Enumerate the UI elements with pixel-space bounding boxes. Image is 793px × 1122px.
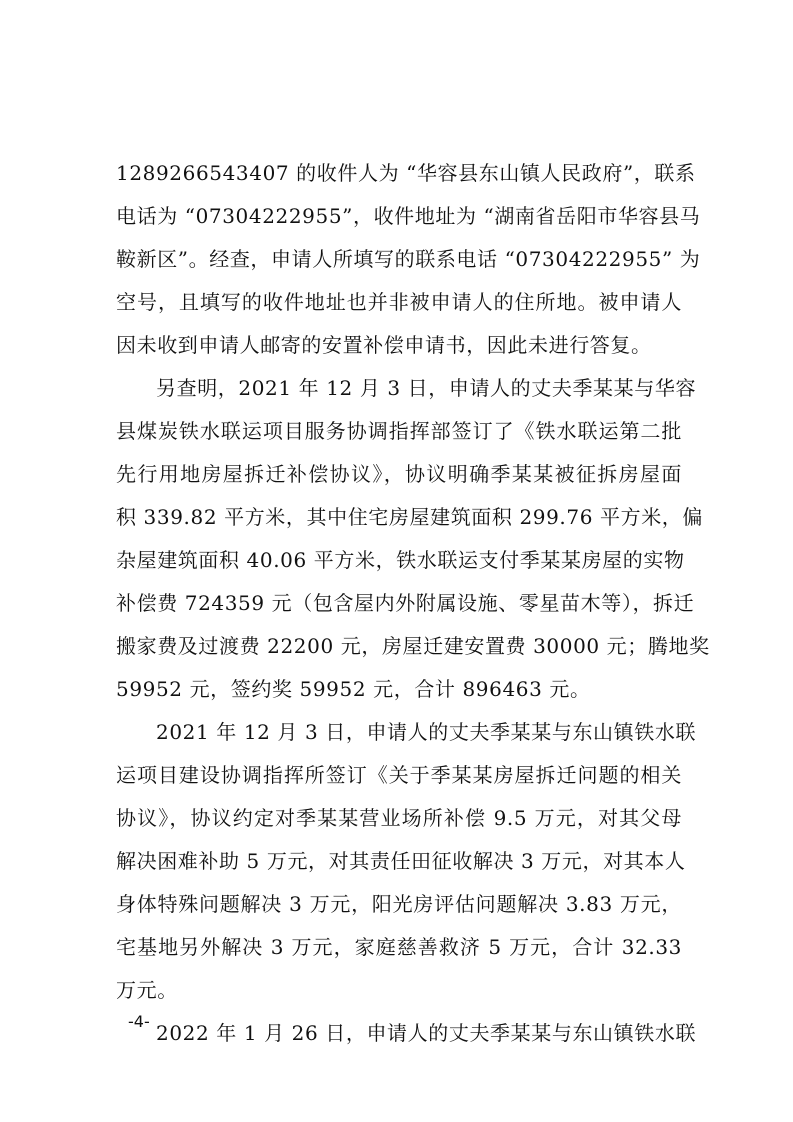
text-line: 身体特殊问题解决 3 万元，阳光房评估问题解决 3.83 万元， [116,892,682,916]
page-number: -4- [128,1012,150,1031]
text-line: 万元。 [116,978,178,1002]
text-line: 搬家费及过渡费 22200 元，房屋迁建安置费 30000 元；腾地奖 [116,634,710,658]
text-line: 59952 元，签约奖 59952 元，合计 896463 元。 [116,677,591,701]
body-text [116,152,710,1055]
text-line: 鞍新区”。经查，申请人所填写的联系电话 “07304222955” 为 [116,247,701,271]
text-line: 宅基地另外解决 3 万元，家庭慈善救济 5 万元，合计 32.33 [116,935,682,959]
text-line: 县煤炭铁水联运项目服务协调指挥部签订了《铁水联运第二批 [116,419,682,443]
text-line: 解决困难补助 5 万元，对其责任田征收解决 3 万元，对其本人 [116,849,686,873]
text-line: 2022 年 1 月 26 日，申请人的丈夫季某某与东山镇铁水联 [156,1021,697,1045]
paragraph-1 [116,152,701,367]
text-line: 补偿费 724359 元（包含屋内外附属设施、零星苗木等），拆迁 [116,591,695,615]
text-line: 先行用地房屋拆迁补偿协议》，协议明确季某某被征拆房屋面 [116,462,682,486]
text-line: 空号，且填写的收件地址也并非被申请人的住所地。被申请人 [116,290,682,314]
text-line: 电话为 “07304222955”，收件地址为 “湖南省岳阳市华容县马 [116,204,701,228]
text-line: 运项目建设协调指挥所签订《关于季某某房屋拆迁问题的相关 [116,763,682,787]
text-line: 1289266543407 的收件人为 “华容县东山镇人民政府”，联系 [116,161,696,185]
paragraph-2 [116,367,710,711]
paragraph-3 [116,711,697,1012]
text-line: 因未收到申请人邮寄的安置补偿申请书，因此未进行答复。 [116,333,652,357]
text-line: 2021 年 12 月 3 日，申请人的丈夫季某某与东山镇铁水联 [156,720,697,744]
text-line: 另查明，2021 年 12 月 3 日，申请人的丈夫季某某与华容 [156,376,697,400]
paragraph-4 [116,1012,697,1055]
text-line: 协议》，协议约定对季某某营业场所补偿 9.5 万元，对其父母 [116,806,682,830]
text-line: 杂屋建筑面积 40.06 平方米，铁水联运支付季某某房屋的实物 [116,548,685,572]
text-line: 积 339.82 平方米，其中住宅房屋建筑面积 299.76 平方米，偏 [116,505,703,529]
